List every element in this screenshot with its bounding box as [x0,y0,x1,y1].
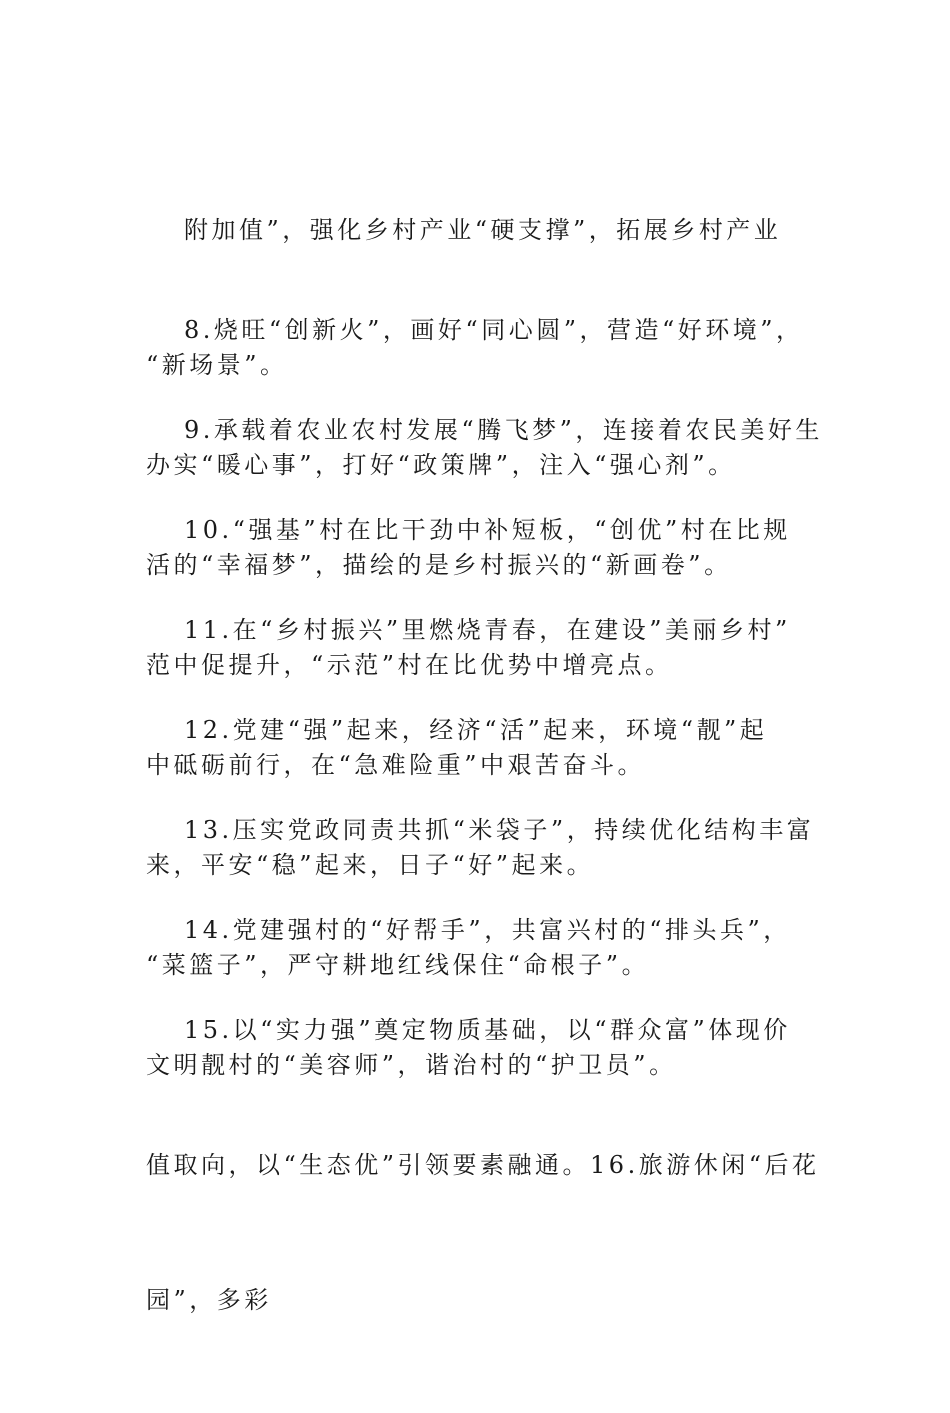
paragraph-line: 值取向，以“生态优”引领要素融通。16.旅游休闲“后花 [146,1151,820,1179]
paragraph-line: 9.承载着农业农村发展“腾飞梦”，连接着农民美好生 [184,416,823,444]
paragraph-line: 12.党建“强”起来，经济“活”起来，环境“靓”起 [184,716,768,744]
paragraph-line: 来，平安“稳”起来，日子“好”起来。 [146,851,595,879]
paragraph-line: 园”，多彩 [146,1286,272,1314]
paragraph-line: 8.烧旺“创新火”，画好“同心圆”，营造“好环境”， [184,316,804,344]
paragraph-line: 14.党建强村的“好帮手”，共富兴村的“排头兵”， [184,916,791,944]
paragraph-line: 11.在“乡村振兴”里燃烧青春，在建设”美丽乡村” [184,616,791,644]
paragraph-line: 范中促提升，“示范”村在比优势中增亮点。 [146,651,673,679]
paragraph-line: 中砥砺前行，在“急难险重”中艰苦奋斗。 [146,751,646,779]
paragraph-line: 10.“强基”村在比干劲中补短板，“创优”村在比规 [184,516,791,544]
paragraph-line: 办实“暖心事”，打好“政策牌”，注入“强心剂”。 [146,451,736,479]
paragraph-item-15 [146,918,826,1413]
paragraph-line: 15.以“实力强”奠定物质基础，以“群众富”体现价 [184,1016,791,1044]
paragraph-line: 活的“幸福梦”，描绘的是乡村振兴的“新画卷”。 [146,551,732,579]
paragraph-line: “新场景”。 [146,351,288,379]
paragraph-line: “菜篮子”，严守耕地红线保住“命根子”。 [146,951,650,979]
paragraph-line: 13.压实党政同责共抓“米袋子”，持续优化结构丰富 [184,816,815,844]
paragraph-line: 附加值”，强化乡村产业“硬支撑”，拓展乡村产业 [184,216,782,244]
paragraph-line: 文明靓村的“美容师”，谐治村的“护卫员”。 [146,1051,677,1079]
